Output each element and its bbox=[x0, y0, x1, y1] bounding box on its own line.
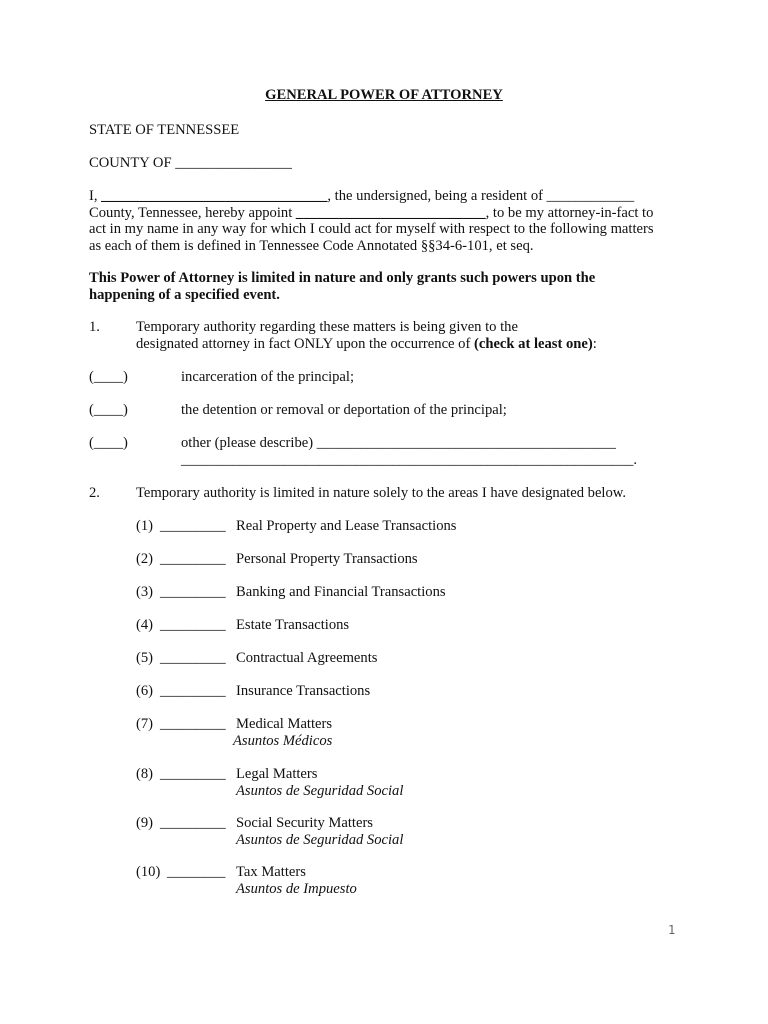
option-label-1: incarceration of the principal; bbox=[181, 369, 355, 385]
area-item-6-blank[interactable]: _________ bbox=[160, 683, 226, 699]
area-item-8-number: (8) bbox=[136, 766, 154, 782]
area-item-8-blank[interactable]: _________ bbox=[160, 766, 226, 782]
area-item-2-number: (2) bbox=[136, 551, 154, 567]
intro-line-1 bbox=[89, 188, 634, 205]
intro-text: County, Tennessee, hereby appoint bbox=[89, 205, 296, 221]
option-other-continuation-field[interactable]: ______________________________________________________________. bbox=[181, 452, 638, 468]
area-item-5-blank[interactable]: _________ bbox=[160, 650, 226, 666]
area-item-3-blank[interactable]: _________ bbox=[160, 584, 226, 600]
area-item-9-number: (9) bbox=[136, 815, 154, 831]
area-item-3-number: (3) bbox=[136, 584, 154, 600]
check-instruction: (check at least one) bbox=[473, 336, 593, 352]
intro-line-3: act in my name in any way for which I could act for myself with respect to the following matters bbox=[89, 221, 654, 237]
area-item-2-blank[interactable]: _________ bbox=[160, 551, 226, 567]
option-checkbox-2[interactable]: (____) bbox=[89, 402, 128, 418]
intro-text: I, bbox=[89, 188, 102, 204]
principal-name-field[interactable]: _______________________________ bbox=[101, 188, 328, 204]
area-item-7-blank[interactable]: _________ bbox=[160, 716, 226, 732]
area-item-9-blank[interactable]: _________ bbox=[160, 815, 226, 831]
intro-text: , to be my attorney-in-fact to bbox=[485, 205, 654, 221]
county-field[interactable]: COUNTY OF ________________ bbox=[89, 155, 292, 171]
area-item-4-label: Estate Transactions bbox=[236, 617, 350, 633]
area-item-1-number: (1) bbox=[136, 518, 154, 534]
document-title: GENERAL POWER OF ATTORNEY bbox=[265, 87, 503, 103]
intro-text: , the undersigned, being a resident of ____________ bbox=[327, 188, 635, 204]
area-item-5-number: (5) bbox=[136, 650, 154, 666]
attorney-name-field[interactable]: __________________________ bbox=[295, 205, 486, 221]
area-item-10-spanish: Asuntos de Impuesto bbox=[236, 881, 357, 897]
area-item-10-blank[interactable]: ________ bbox=[167, 864, 226, 880]
limitation-line-2: happening of a specified event. bbox=[89, 287, 280, 303]
area-item-7-label: Medical Matters bbox=[236, 716, 333, 732]
intro-line-4: as each of them is defined in Tennessee Code Annotated §§34-6-101, et seq. bbox=[89, 238, 534, 254]
section-1-line-2 bbox=[136, 336, 597, 353]
area-item-5-label: Contractual Agreements bbox=[236, 650, 378, 666]
area-item-6-label: Insurance Transactions bbox=[236, 683, 371, 699]
area-item-9-label: Social Security Matters bbox=[236, 815, 373, 831]
intro-line-2 bbox=[89, 205, 653, 222]
section-2-number: 2. bbox=[89, 485, 100, 501]
section-1-number: 1. bbox=[89, 319, 100, 335]
area-item-1-label: Real Property and Lease Transactions bbox=[236, 518, 457, 534]
area-item-2-label: Personal Property Transactions bbox=[236, 551, 418, 567]
state-line: STATE OF TENNESSEE bbox=[89, 122, 240, 138]
area-item-1-blank[interactable]: _________ bbox=[160, 518, 226, 534]
section-2-text: Temporary authority is limited in nature solely to the areas I have designated below. bbox=[136, 485, 627, 501]
area-item-3-label: Banking and Financial Transactions bbox=[236, 584, 446, 600]
area-item-10-label: Tax Matters bbox=[236, 864, 306, 880]
option-checkbox-3[interactable]: (____) bbox=[89, 435, 128, 451]
page-number: 1 bbox=[668, 923, 676, 937]
section-1-text: designated attorney in fact ONLY upon the occurrence of bbox=[136, 336, 474, 352]
area-item-4-blank[interactable]: _________ bbox=[160, 617, 226, 633]
option-label-2: the detention or removal or deportation of the principal; bbox=[181, 402, 507, 418]
limitation-line-1: This Power of Attorney is limited in nature and only grants such powers upon the bbox=[89, 270, 596, 286]
area-item-6-number: (6) bbox=[136, 683, 154, 699]
section-1-text: : bbox=[592, 336, 597, 352]
option-other-field[interactable]: other (please describe) _________________________________________ bbox=[181, 435, 616, 451]
area-item-10-number: (10) bbox=[136, 864, 161, 880]
section-1-line-1: Temporary authority regarding these matters is being given to the bbox=[136, 319, 518, 335]
area-item-7-spanish: Asuntos Médicos bbox=[233, 733, 333, 749]
area-item-8-spanish: Asuntos de Seguridad Social bbox=[236, 783, 404, 799]
area-item-8-label: Legal Matters bbox=[236, 766, 318, 782]
option-checkbox-1[interactable]: (____) bbox=[89, 369, 128, 385]
area-item-9-spanish: Asuntos de Seguridad Social bbox=[236, 832, 404, 848]
area-item-7-number: (7) bbox=[136, 716, 154, 732]
area-item-4-number: (4) bbox=[136, 617, 154, 633]
